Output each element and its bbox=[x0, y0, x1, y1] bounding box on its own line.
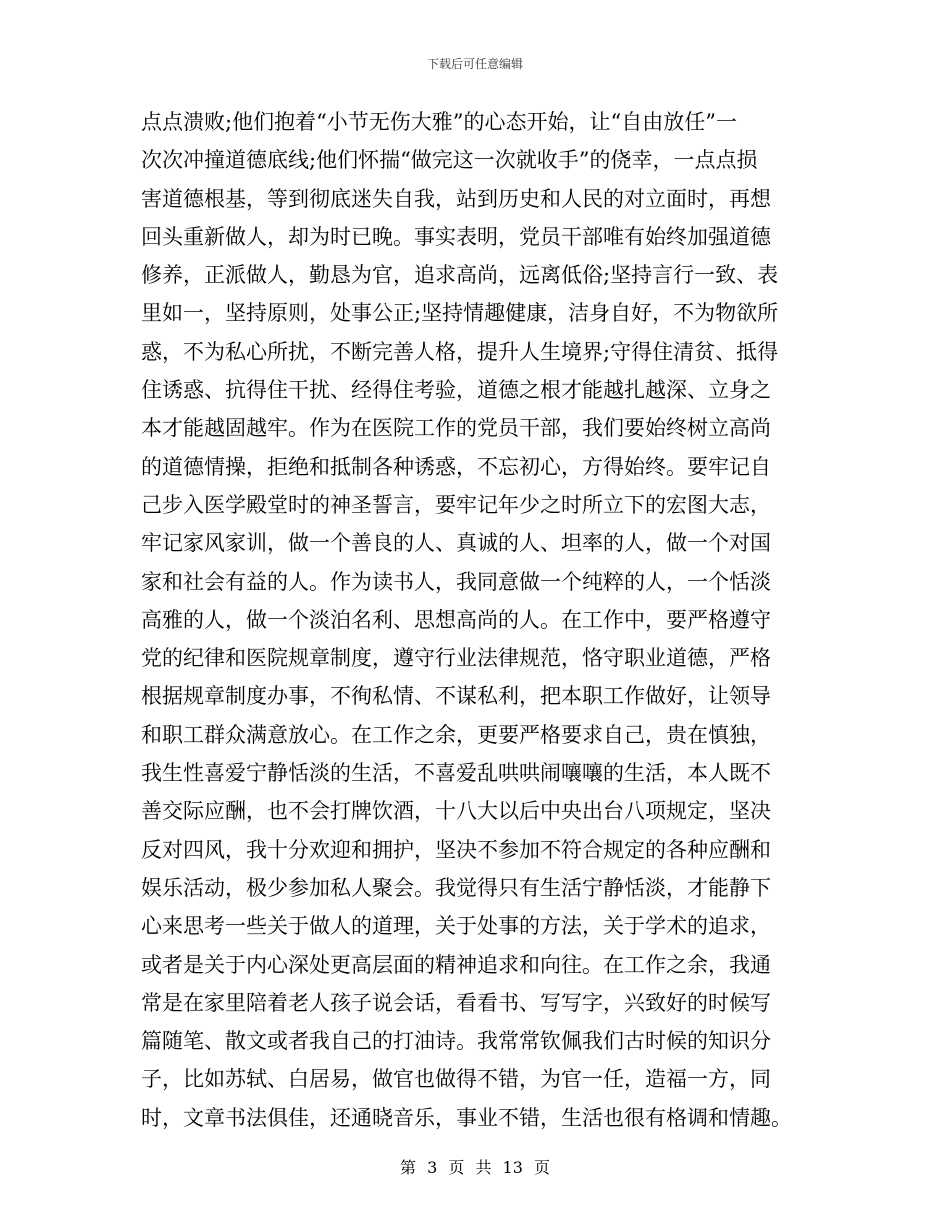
body-line: 住诱惑、抗得住干扰、经得住考验，道德之根才能越扎越深、立身之 bbox=[141, 378, 771, 403]
body-line: 娱乐活动，极少参加私人聚会。我觉得只有生活宁静恬淡，才能静下 bbox=[141, 875, 771, 900]
body-line: 或者是关于内心深处更高层面的精神追求和向往。在工作之余，我通 bbox=[141, 952, 771, 977]
body-line: 时，文章书法俱佳，还通晓音乐，事业不错，生活也很有格调和情趣。 bbox=[141, 1105, 792, 1130]
page-number-footer: 第 3 页 共 13 页 bbox=[400, 1158, 550, 1177]
body-line: 家和社会有益的人。作为读书人，我同意做一个纯粹的人，一个恬淡 bbox=[141, 569, 771, 594]
body-line: 根据规章制度办事，不徇私情、不谋私利，把本职工作做好，让领导 bbox=[141, 684, 771, 709]
body-line: 害道德根基，等到彻底迷失自我，站到历史和人民的对立面时，再想 bbox=[141, 186, 771, 211]
body-line: 的道德情操，拒绝和抵制各种诱惑，不忘初心，方得始终。要牢记自 bbox=[141, 454, 771, 479]
body-line: 和职工群众满意放心。在工作之余，更要严格要求自己，贵在慎独， bbox=[141, 722, 771, 747]
body-line: 善交际应酬，也不会打牌饮酒，十八大以后中央出台八项规定，坚决 bbox=[141, 799, 771, 824]
body-line: 心来思考一些关于做人的道理，关于处事的方法，关于学术的追求， bbox=[141, 914, 771, 939]
body-line: 子，比如苏轼、白居易，做官也做得不错，为官一任，造福一方，同 bbox=[141, 1067, 771, 1092]
body-line: 我生性喜爱宁静恬淡的生活，不喜爱乱哄哄闹嚷嚷的生活，本人既不 bbox=[141, 761, 771, 786]
body-line: 回头重新做人，却为时已晚。事实表明，党员干部唯有始终加强道德 bbox=[141, 224, 771, 249]
body-line: 次次冲撞道德底线;他们怀揣“做完这一次就收手”的侥幸，一点点损 bbox=[141, 148, 758, 173]
body-line: 高雅的人，做一个淡泊名利、思想高尚的人。在工作中，要严格遵守 bbox=[141, 607, 771, 632]
body-line: 里如一，坚持原则，处事公正;坚持情趣健康，洁身自好，不为物欲所 bbox=[141, 301, 779, 326]
body-line: 篇随笔、散文或者我自己的打油诗。我常常钦佩我们古时候的知识分 bbox=[141, 1029, 771, 1054]
body-line: 惑，不为私心所扰，不断完善人格，提升人生境界;守得住清贫、抵得 bbox=[141, 339, 779, 364]
body-line: 牢记家风家训，做一个善良的人、真诚的人、坦率的人，做一个对国 bbox=[141, 531, 771, 556]
body-line: 常是在家里陪着老人孩子说会话，看看书、写写字，兴致好的时候写 bbox=[141, 990, 771, 1015]
body-line: 反对四风，我十分欢迎和拥护，坚决不参加不符合规定的各种应酬和 bbox=[141, 837, 771, 862]
body-line: 修养，正派做人，勤恳为官，追求高尚，远离低俗;坚持言行一致、表 bbox=[141, 263, 779, 288]
header-note: 下载后可任意编辑 bbox=[426, 57, 523, 71]
body-line: 党的纪律和医院规章制度，遵守行业法律规范，恪守职业道德，严格 bbox=[141, 646, 771, 671]
document-body bbox=[141, 103, 813, 1137]
body-line: 点点溃败;他们抱着“小节无伤大雅”的心态开始，让“自由放任”一 bbox=[141, 110, 738, 134]
body-line: 己步入医学殿堂时的神圣誓言，要牢记年少之时所立下的宏图大志， bbox=[141, 492, 771, 517]
body-line: 本才能越固越牢。作为在医院工作的党员干部，我们要始终树立高尚 bbox=[141, 416, 771, 441]
